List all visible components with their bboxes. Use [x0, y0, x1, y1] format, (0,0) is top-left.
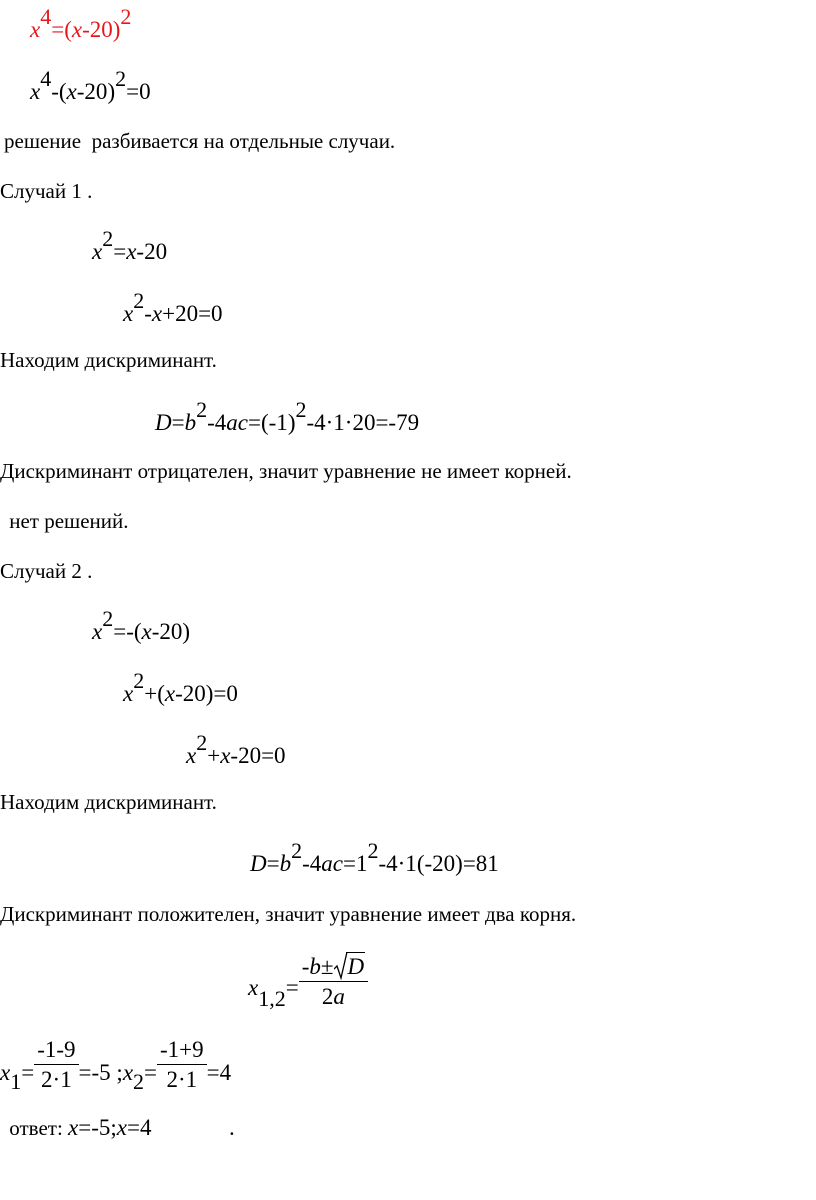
roots-fraction [299, 952, 368, 1008]
equation-part: =0 [126, 79, 151, 104]
equation-part: -4·1·20=-79 [306, 410, 420, 435]
equation-part: - [301, 954, 310, 979]
roots-formula [248, 952, 368, 1011]
var-a: a [333, 984, 345, 1009]
paren: ) [455, 851, 463, 876]
exponent: 2 [196, 730, 208, 755]
case1-equation-a [92, 226, 168, 264]
equation-part: -4 [302, 851, 322, 876]
case1-discriminant [155, 397, 420, 435]
exponent: 2 [115, 66, 127, 91]
var-x: x [0, 1060, 11, 1085]
var-x: x [71, 17, 83, 42]
var-x: x [68, 1115, 79, 1140]
subscript: 1,2 [258, 986, 286, 1011]
var-ac: ac [321, 851, 343, 876]
equation-part: 2 [321, 984, 334, 1009]
answer-label: ответ: [4, 1116, 69, 1140]
equation-part: -4 [207, 410, 227, 435]
paren: ) [182, 619, 191, 644]
equation-part: -4·1 [378, 851, 417, 876]
exponent: 2 [367, 838, 379, 863]
case1-equation-b [123, 288, 223, 326]
exponent: 2 [102, 226, 114, 251]
var-x: x [248, 975, 259, 1000]
paren: ) [287, 410, 296, 435]
equation-part: -( [51, 79, 67, 104]
equation-part: =( [51, 17, 72, 42]
subscript: 2 [133, 1069, 145, 1094]
case2-discriminant [250, 838, 499, 876]
equation-part: -20 [175, 681, 206, 706]
var-x: x [123, 681, 134, 706]
equation-part: =-( [113, 619, 142, 644]
radical-sign-icon [334, 952, 348, 980]
equation-part: =1 [343, 851, 368, 876]
var-x: x [220, 743, 231, 768]
case2-equation-a [92, 606, 191, 644]
case2-title: Случай 2 . [0, 559, 93, 583]
plus-minus: ± [320, 954, 334, 979]
var-x: x [30, 79, 41, 104]
exponent: 2 [120, 4, 132, 29]
fraction-denominator [299, 982, 368, 1008]
equation-part: = [266, 851, 280, 876]
equation-part: =4 [206, 1060, 232, 1085]
var-x: x [92, 619, 103, 644]
equation-part: = [113, 239, 127, 264]
case2-find-discriminant: Находим дискриминант. [0, 790, 217, 814]
var-x: x [30, 17, 41, 42]
fraction-numerator: -1+9 [157, 1038, 207, 1065]
var-x: x [92, 239, 103, 264]
exponent: 2 [295, 397, 307, 422]
var-x: x [164, 681, 176, 706]
var-x: x [186, 743, 197, 768]
equation-part: =( [248, 410, 269, 435]
exponent: 4 [40, 66, 52, 91]
equation-part: =-5; [78, 1115, 117, 1140]
case2-equation-c [186, 730, 286, 768]
equation-original [30, 4, 132, 42]
var-x: x [141, 619, 152, 644]
var-x: x [151, 301, 163, 326]
roots-values [0, 1037, 232, 1094]
trailing-dot: . [229, 1115, 235, 1140]
intro-text: решение разбивается на отдельные случаи. [4, 129, 396, 153]
case2-conclusion: Дискриминант положителен, значит уравнение имеет два корня. [0, 902, 577, 926]
paren: ) [205, 681, 214, 706]
case1-conclusion: Дискриминант отрицателен, значит уравнение не имеет корней. [0, 459, 572, 483]
case2-equation-b [123, 668, 238, 706]
var-x: x [66, 79, 77, 104]
var-D: D [250, 851, 267, 876]
answer-line [4, 1115, 235, 1140]
equation-part: = [21, 1060, 35, 1085]
var-x: x [126, 239, 137, 264]
equation-part: + [207, 743, 221, 768]
fraction-numerator [299, 952, 368, 982]
var-D: D [155, 410, 172, 435]
equation-part: = [144, 1060, 158, 1085]
var-x: x [123, 301, 134, 326]
root2-fraction [157, 1038, 207, 1091]
equation-part: -20 [82, 17, 113, 42]
case1-no-solutions: нет решений. [4, 509, 129, 533]
equation-part: -20 [151, 619, 183, 644]
equation-part: -1 [268, 410, 288, 435]
sqrt [334, 952, 366, 978]
equation-part: +20=0 [162, 301, 223, 326]
equation-part: - [144, 301, 152, 326]
equation-part: =0 [213, 681, 238, 706]
subscript: 1 [10, 1069, 22, 1094]
var-x: x [116, 1115, 127, 1140]
equation-moved [30, 66, 151, 104]
exponent: 2 [133, 668, 145, 693]
fraction-denominator: 2·1 [166, 1067, 198, 1092]
equation-part: -20 [76, 79, 108, 104]
paren: ( [416, 851, 425, 876]
equation-part: +( [144, 681, 165, 706]
equation-part: -20 [424, 851, 456, 876]
equation-part: = [285, 975, 299, 1000]
var-x: x [122, 1060, 134, 1085]
exponent: 2 [291, 838, 303, 863]
paren: ) [112, 17, 121, 42]
equation-part: -20 [136, 239, 168, 264]
var-b: b [309, 954, 321, 979]
case1-title: Случай 1 . [0, 179, 93, 203]
equation-part: -20=0 [230, 743, 286, 768]
case1-find-discriminant: Находим дискриминант. [0, 348, 217, 372]
equation-part: = [171, 410, 185, 435]
var-b: b [184, 410, 197, 435]
fraction-numerator: -1-9 [34, 1038, 78, 1065]
paren: ) [107, 79, 116, 104]
fraction-denominator: 2·1 [41, 1067, 72, 1092]
exponent: 2 [102, 606, 114, 631]
equation-part: =4 [127, 1115, 152, 1140]
equation-part: =-5 ; [78, 1060, 123, 1085]
var-b: b [279, 851, 292, 876]
exponent: 2 [133, 288, 145, 313]
root1-fraction [34, 1038, 78, 1091]
var-ac: ac [226, 410, 248, 435]
var-D: D [347, 954, 365, 979]
exponent: 4 [40, 4, 52, 29]
equation-part: =81 [462, 851, 499, 876]
exponent: 2 [196, 397, 208, 422]
